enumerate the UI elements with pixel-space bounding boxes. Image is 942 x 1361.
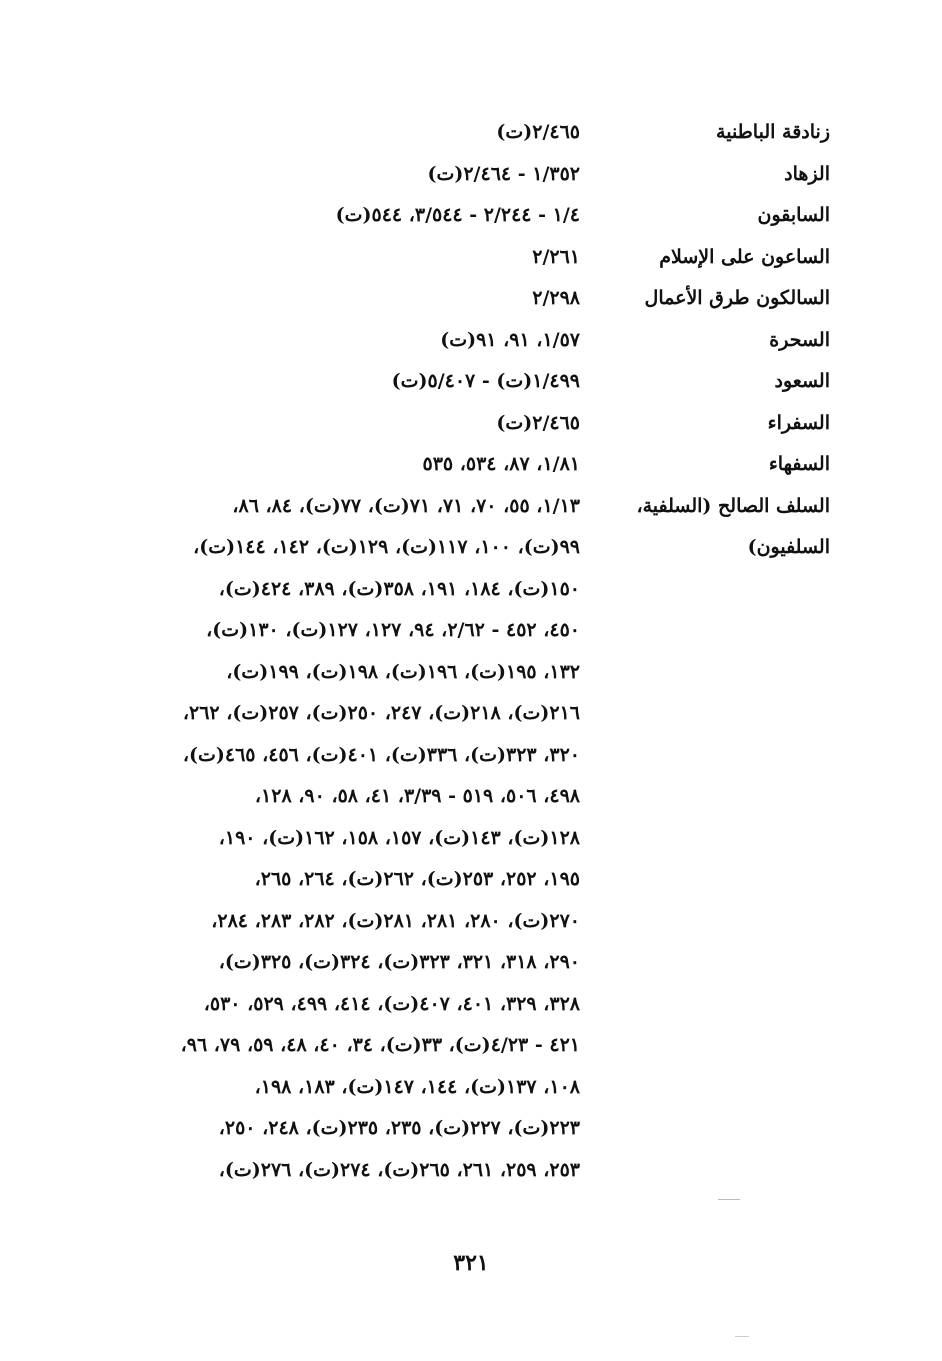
index-entry xyxy=(110,320,830,362)
reference-line: ٢٢٣(ت)، ٢٢٧(ت)، ٢٣٥، ٢٣٥(ت)، ٢٤٨، ٢٥٠، xyxy=(218,1117,580,1139)
index-term: السعود xyxy=(774,370,830,392)
index-references xyxy=(110,154,580,196)
index-term: السابقون xyxy=(757,204,830,226)
reference-line: ٢١٦(ت)، ٢١٨(ت)، ٢٤٧، ٢٥٠(ت)، ٢٥٧(ت)، ٢٦٢، xyxy=(182,702,580,724)
index-entry xyxy=(110,278,830,320)
index-entry xyxy=(110,403,830,445)
reference-line: ١٥٠(ت)، ١٨٤، ١٩١، ٣٥٨(ت)، ٣٨٩، ٤٢٤(ت)، xyxy=(218,577,580,600)
index-term-line: السلفيون) xyxy=(747,536,830,558)
reference-line: ٢٩٠، ٣١٨، ٣٢١، ٣٢٣(ت)، ٣٢٤(ت)، ٣٢٥(ت)، xyxy=(218,951,580,973)
index-term xyxy=(580,486,830,569)
reference-line: ٢/٤٦٥(ت) xyxy=(496,121,580,143)
reference-line: ٤٥٠، ٤٥٢ - ٢/٦٢، ٩٤، ١٢٧، ١٢٧(ت)، ١٣٠(ت)، xyxy=(206,619,580,641)
reference-line: ٢/٢٦١ xyxy=(532,245,580,268)
index-entry xyxy=(110,237,830,279)
index-entry xyxy=(110,361,830,403)
index-references xyxy=(110,237,580,279)
reference-line: ٤٩٨، ٥٠٦، ٥١٩ - ٣/٣٩، ٤١، ٥٨، ٩٠، ١٢٨، xyxy=(254,785,580,807)
index-references xyxy=(110,195,580,237)
index-term: الزهاد xyxy=(784,162,830,185)
scan-mark xyxy=(735,1336,749,1337)
reference-line: ١٣٢، ١٩٥(ت)، ١٩٦(ت)، ١٩٨(ت)، ١٩٩(ت)، xyxy=(226,660,580,683)
index-references xyxy=(110,278,580,320)
scan-mark xyxy=(718,1199,740,1200)
index-term-line: السلف الصالح (السلفية، xyxy=(636,494,830,517)
reference-line: ٣٢٨، ٣٢٩، ٤٠١، ٤٠٧(ت)، ٤١٤، ٤٩٩، ٥٢٩، ٥٣٠، xyxy=(203,992,580,1015)
index-term: السفهاء xyxy=(768,453,830,475)
reference-line: ٢/٢٩٨ xyxy=(532,287,580,309)
reference-line: ٢٧٠(ت)، ٢٨٠، ٢٨١، ٢٨١(ت)، ٢٨٢، ٢٨٣، ٢٨٤، xyxy=(211,909,580,932)
index-entries xyxy=(110,112,830,1191)
index-entry xyxy=(110,112,830,154)
index-entry xyxy=(110,195,830,237)
index-references xyxy=(110,320,580,362)
index-term: السحرة xyxy=(769,328,830,351)
reference-line: ٢/٤٦٥(ت) xyxy=(496,411,580,434)
index-entry xyxy=(110,486,830,1192)
reference-line: ١/٤ - ٢/٢٤٤ - ٣/٥٤٤، ٥٤٤(ت) xyxy=(335,204,580,226)
reference-line: ١٢٨(ت)، ١٤٣(ت)، ١٥٧، ١٥٨، ١٦٢(ت)، ١٩٠، xyxy=(218,826,580,849)
reference-line: ١/١٣، ٥٥، ٧٠، ٧١، ٧١(ت)، ٧٧(ت)، ٨٤، ٨٦، xyxy=(232,494,580,517)
index-entry xyxy=(110,154,830,196)
reference-line: ١/٨١، ٨٧، ٥٣٤، ٥٣٥ xyxy=(422,453,580,475)
index-references xyxy=(110,112,580,154)
reference-line: ٤٢١ - ٤/٢٣(ت)، ٣٣(ت)، ٣٤، ٤٠، ٤٨، ٥٩، ٧٩، ٩٦، xyxy=(180,1034,580,1056)
reference-line: ١/٤٩٩(ت) - ٥/٤٠٧(ت) xyxy=(391,370,580,392)
reference-line: ١/٣٥٢ - ٢/٤٦٤(ت) xyxy=(427,162,580,185)
index-references xyxy=(110,403,580,445)
page-number: ٣٢١ xyxy=(453,1250,489,1276)
reference-line: ٢٥٣، ٢٥٩، ٢٦١، ٢٦٥(ت)، ٢٧٤(ت)، ٢٧٦(ت)، xyxy=(218,1158,580,1181)
index-entry xyxy=(110,444,830,486)
index-term: السالكون طرق الأعمال xyxy=(644,287,830,309)
reference-line: ٣٢٠، ٣٢٣(ت)، ٣٣٦(ت)، ٤٠١(ت)، ٤٥٦، ٤٦٥(ت)، xyxy=(182,743,580,766)
reference-line: ١٩٥، ٢٥٢، ٢٥٣(ت)، ٢٦٢(ت)، ٢٦٤، ٢٦٥، xyxy=(254,868,580,890)
index-term: الساعون على الإسلام xyxy=(659,245,830,268)
index-references xyxy=(110,486,580,1192)
reference-line: ١٠٨، ١٣٧(ت)، ١٤٤، ١٤٧(ت)، ١٨٣، ١٩٨، xyxy=(254,1075,580,1098)
index-references xyxy=(110,361,580,403)
index-term: زنادقة الباطنية xyxy=(716,121,830,143)
reference-line: ٩٩(ت)، ١٠٠، ١١٧(ت)، ١٢٩(ت)، ١٤٢، ١٤٤(ت)، xyxy=(193,536,580,558)
index-references xyxy=(110,444,580,486)
reference-line: ١/٥٧، ٩١، ٩١(ت) xyxy=(440,328,580,351)
index-term: السفراء xyxy=(767,411,830,434)
